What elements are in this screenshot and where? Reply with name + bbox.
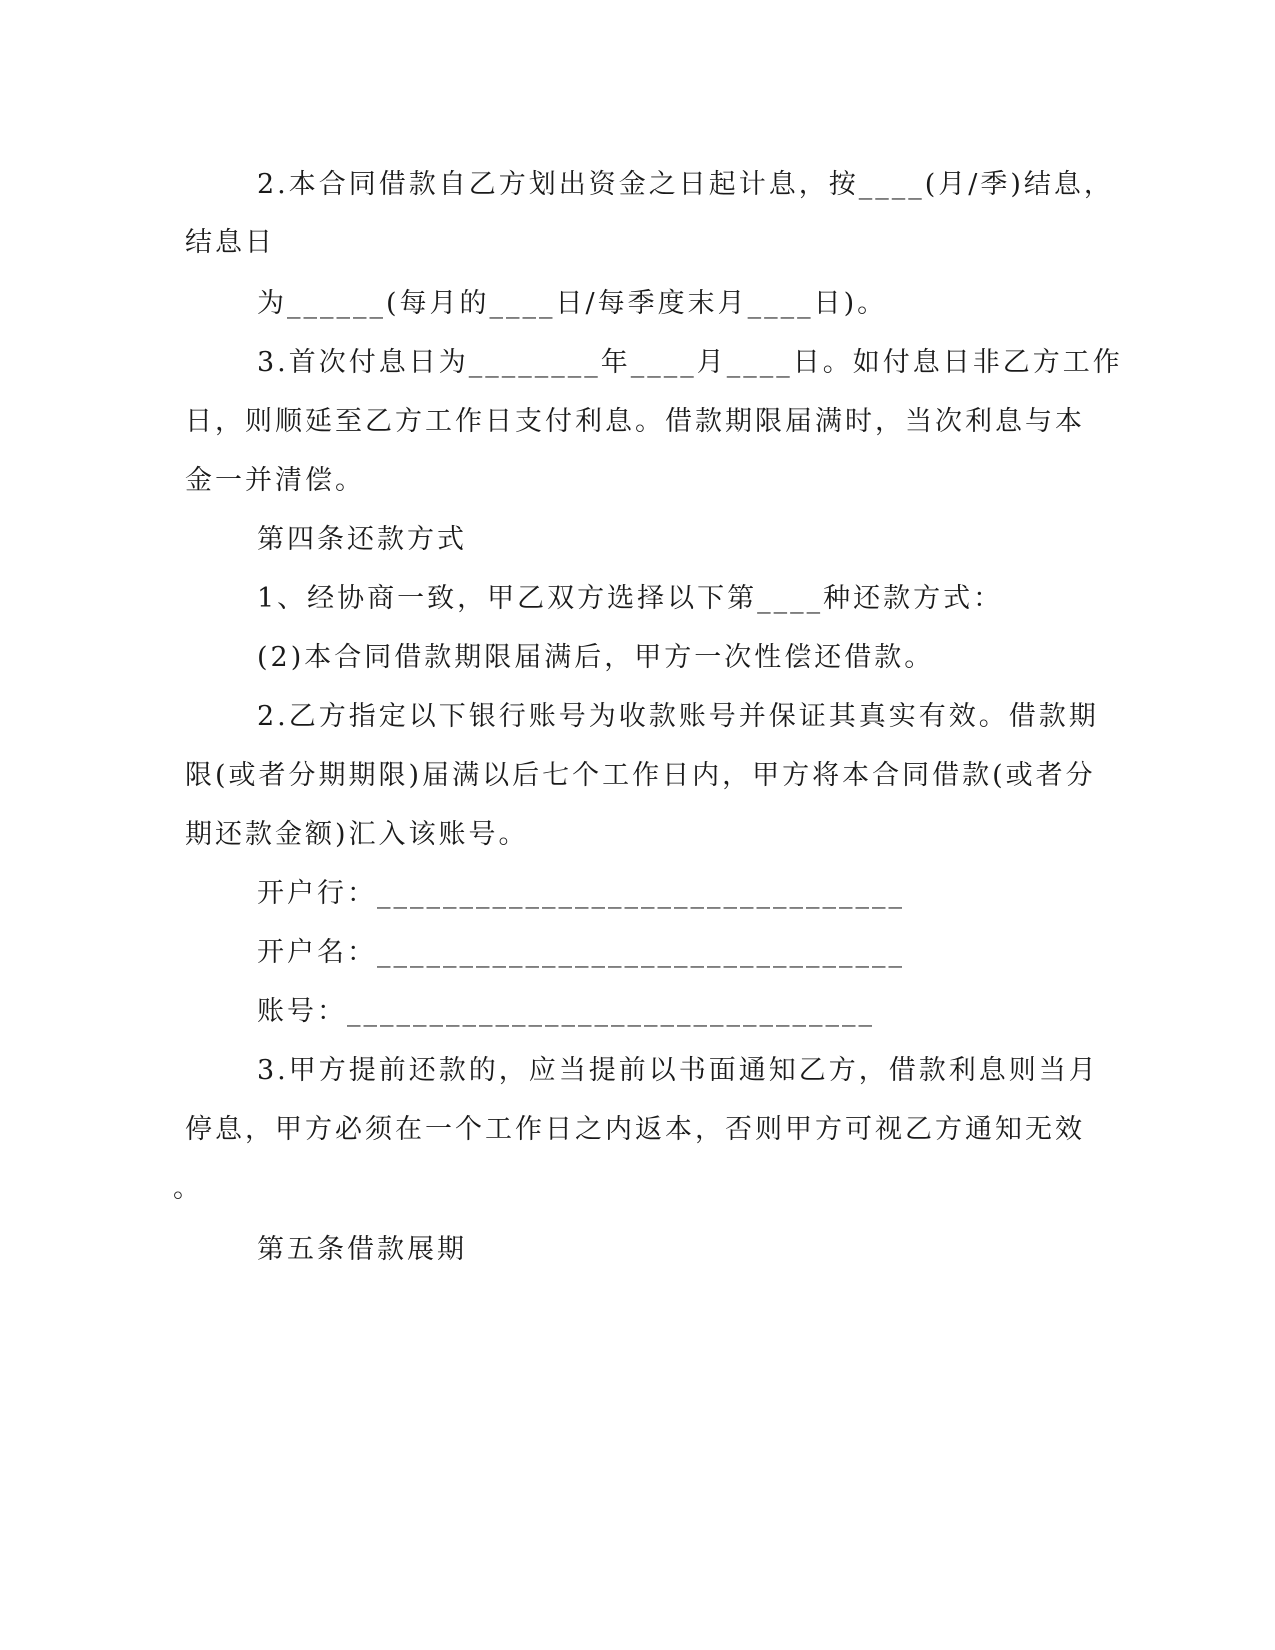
account-number-field-line: 账号：________________________________	[257, 996, 875, 1027]
section-heading: 第四条还款方式	[257, 524, 467, 555]
paragraph-line: 金一并清偿。	[185, 465, 365, 496]
paragraph-line: 。	[173, 1173, 203, 1204]
paragraph-line: 3.首次付息日为________年____月____日。如付息日非乙方工作	[257, 347, 1123, 378]
paragraph-line: 2.乙方指定以下银行账号为收款账号并保证其真实有效。借款期	[257, 701, 1099, 732]
paragraph-line: 期还款金额)汇入该账号。	[185, 819, 529, 850]
section-heading: 第五条借款展期	[257, 1234, 467, 1265]
account-name-field-line: 开户名：________________________________	[257, 937, 905, 968]
paragraph-line: 日，则顺延至乙方工作日支付利息。借款期限届满时，当次利息与本	[185, 406, 1085, 437]
paragraph-line: 3.甲方提前还款的，应当提前以书面通知乙方，借款利息则当月	[257, 1055, 1099, 1086]
paragraph-line: 停息，甲方必须在一个工作日之内返本，否则甲方可视乙方通知无效	[185, 1114, 1085, 1145]
paragraph-line: 1、经协商一致，甲乙双方选择以下第____种还款方式：	[257, 583, 1004, 614]
paragraph-line: (2)本合同借款期限届满后，甲方一次性偿还借款。	[257, 642, 935, 673]
bank-field-line: 开户行：________________________________	[257, 878, 905, 909]
paragraph-line: 为______(每月的____日/每季度末月____日)。	[257, 288, 888, 319]
paragraph-line: 2.本合同借款自乙方划出资金之日起计息，按____(月/季)结息，	[257, 169, 1114, 200]
paragraph-line: 限(或者分期期限)届满以后七个工作日内，甲方将本合同借款(或者分	[185, 760, 1096, 791]
paragraph-line: 结息日	[185, 227, 275, 258]
